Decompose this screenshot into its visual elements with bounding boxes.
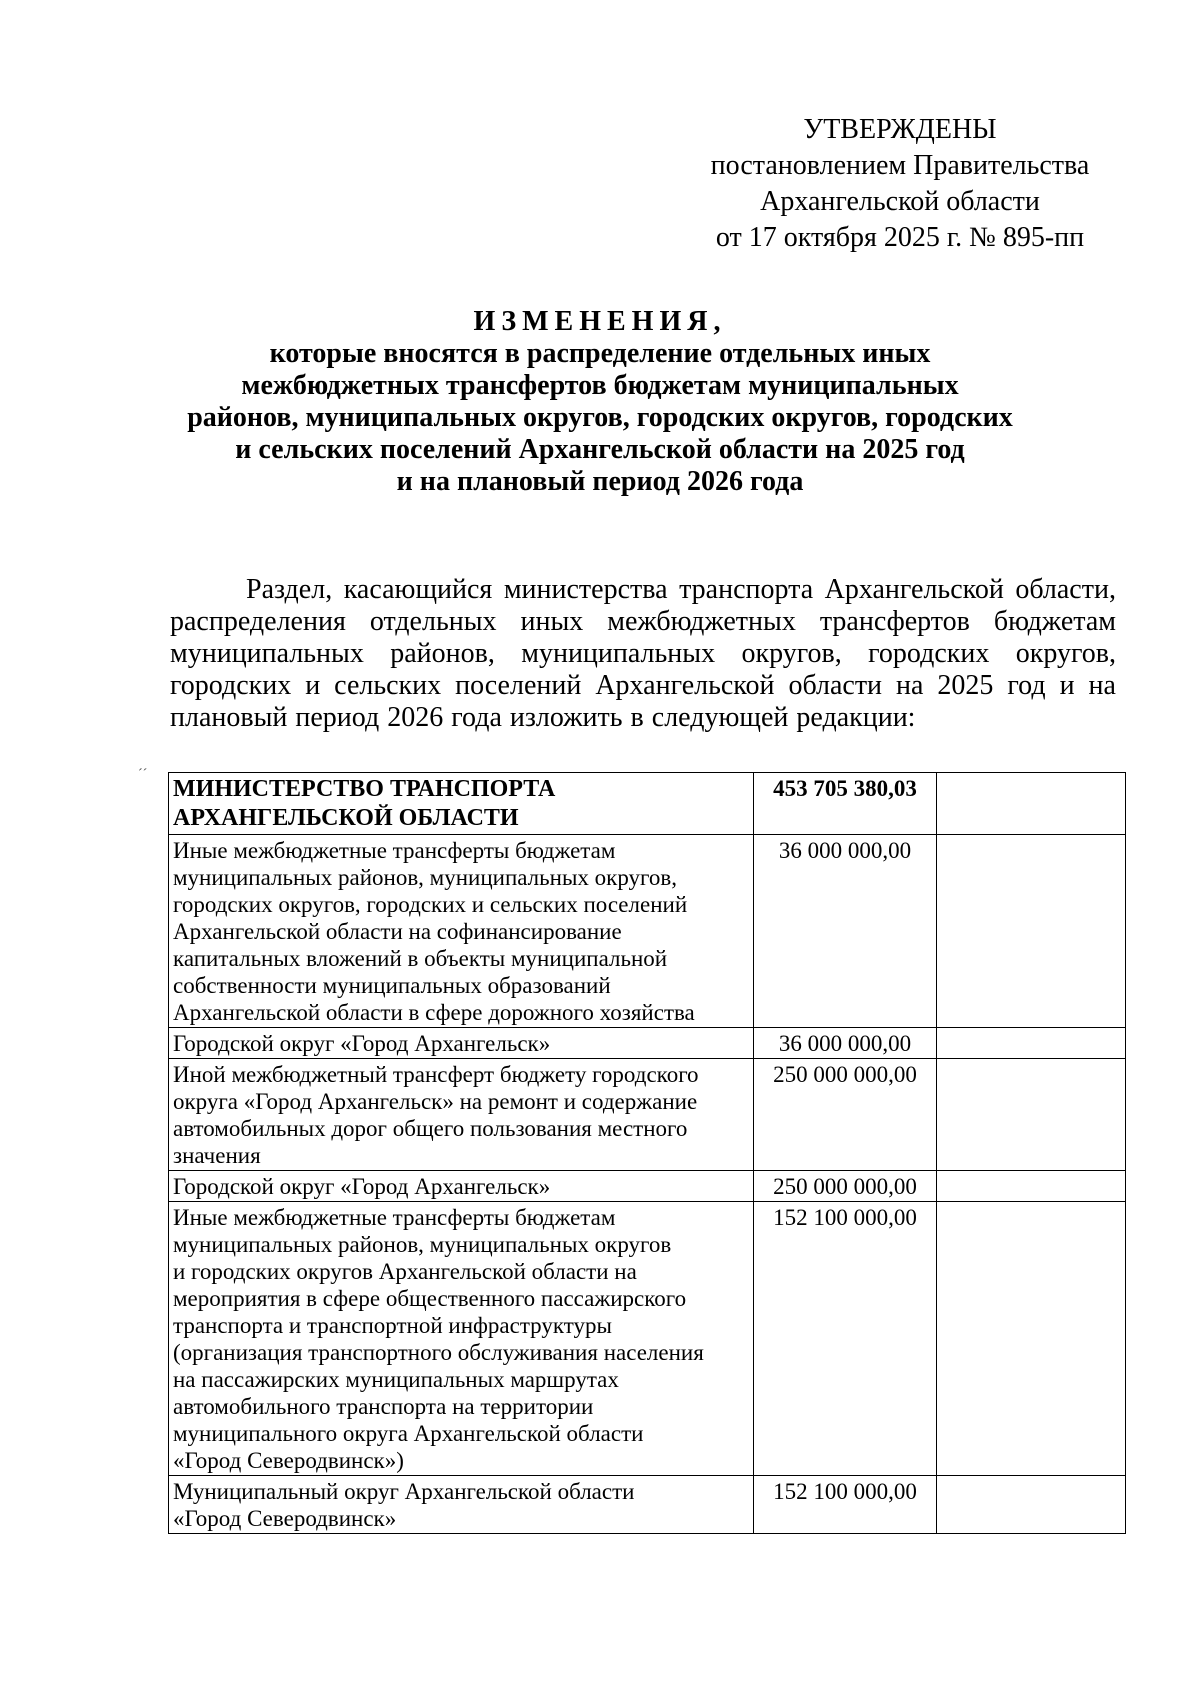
title-line: межбюджетных трансфертов бюджетам муниципальных	[241, 370, 959, 401]
row-empty-cell	[937, 1202, 1126, 1476]
description-line: Архангельской области на софинансирование	[173, 919, 622, 944]
intro-line: муниципальных районов, муниципальных округов, городских округов,	[170, 638, 1116, 669]
row-description	[169, 1202, 754, 1476]
description-line: транспорта и транспортной инфраструктуры	[173, 1313, 612, 1338]
description-line: (организация транспортного обслуживания населения	[173, 1340, 704, 1365]
transfers-table	[168, 772, 1126, 1534]
description-line: значения	[173, 1143, 261, 1168]
table-row	[169, 1171, 1126, 1202]
approval-heading: УТВЕРЖДЕНЫ	[803, 114, 997, 145]
row-description	[169, 1476, 754, 1534]
title-line: которые вносятся в распределение отдельных иных	[269, 338, 931, 369]
row-amount: 453 705 380,03	[754, 773, 937, 835]
description-line: Архангельской области в сфере дорожного хозяйства	[173, 1000, 695, 1025]
description-line: округа «Город Архангельск» на ремонт и содержание	[173, 1089, 698, 1114]
description-line: мероприятия в сфере общественного пассажирского	[173, 1286, 687, 1311]
description-line: Иной межбюджетный трансферт бюджету городского	[173, 1062, 699, 1087]
row-empty-cell	[937, 1028, 1126, 1059]
description-line: Муниципальный округ Архангельской области	[173, 1479, 635, 1504]
row-empty-cell	[937, 1476, 1126, 1534]
title-line: районов, муниципальных округов, городских округов, городских	[187, 402, 1013, 433]
title-line: и на плановый период 2026 года	[396, 466, 804, 497]
table-row	[169, 1059, 1126, 1171]
row-empty-cell	[937, 773, 1126, 835]
row-description	[169, 773, 754, 835]
approval-date: от 17 октября 2025 г. № 895-пп	[715, 222, 1085, 253]
intro-line: распределения отдельных иных межбюджетных трансфертов бюджетам	[170, 606, 1116, 637]
description-line: и городских округов Архангельской области на	[173, 1259, 637, 1284]
description-line: капитальных вложений в объекты муниципальной	[173, 946, 668, 971]
row-description	[169, 1059, 754, 1171]
approval-line: постановлением Правительства	[710, 150, 1090, 181]
row-amount: 36 000 000,00	[754, 1028, 937, 1059]
document-title	[150, 306, 1050, 498]
row-empty-cell	[937, 1059, 1126, 1171]
description-line: Городской округ «Город Архангельск»	[173, 1031, 551, 1056]
description-line: «Город Северодвинск»)	[173, 1448, 404, 1473]
intro-paragraph	[170, 574, 1116, 734]
row-empty-cell	[937, 835, 1126, 1028]
description-line: автомобильного транспорта на территории	[173, 1394, 594, 1419]
row-amount: 36 000 000,00	[754, 835, 937, 1028]
table-row	[169, 1476, 1126, 1534]
approval-line: Архангельской области	[760, 186, 1040, 217]
row-description	[169, 835, 754, 1028]
title-main: ИЗМЕНЕНИЯ,	[473, 306, 727, 337]
intro-line: плановый период 2026 года изложить в следующей редакции:	[170, 702, 916, 733]
table-row	[169, 1202, 1126, 1476]
row-description	[169, 1171, 754, 1202]
scan-mark: ´´	[138, 767, 148, 782]
description-line: МИНИСТЕРСТВО ТРАНСПОРТА	[173, 776, 556, 802]
approval-block	[700, 112, 1100, 256]
row-amount: 152 100 000,00	[754, 1476, 937, 1534]
description-line: муниципальных районов, муниципальных округов	[173, 1232, 672, 1257]
description-line: муниципальных районов, муниципальных округов,	[173, 865, 678, 890]
intro-line: Раздел, касающийся министерства транспорта Архангельской области,	[246, 574, 1116, 605]
description-line: автомобильных дорог общего пользования местного	[173, 1116, 688, 1141]
row-description	[169, 1028, 754, 1059]
description-line: Городской округ «Город Архангельск»	[173, 1174, 551, 1199]
row-amount: 152 100 000,00	[754, 1202, 937, 1476]
description-line: собственности муниципальных образований	[173, 973, 611, 998]
description-line: на пассажирских муниципальных маршрутах	[173, 1367, 619, 1392]
intro-line: городских и сельских поселений Архангельской области на 2025 год и на	[170, 670, 1116, 701]
table-row-ministry	[169, 773, 1126, 835]
row-amount: 250 000 000,00	[754, 1171, 937, 1202]
description-line: «Город Северодвинск»	[173, 1506, 397, 1531]
row-empty-cell	[937, 1171, 1126, 1202]
description-line: городских округов, городских и сельских поселений	[173, 892, 688, 917]
table-row	[169, 1028, 1126, 1059]
table-row	[169, 835, 1126, 1028]
description-line: Иные межбюджетные трансферты бюджетам	[173, 838, 616, 863]
row-amount: 250 000 000,00	[754, 1059, 937, 1171]
description-line: муниципального округа Архангельской области	[173, 1421, 644, 1446]
description-line: Иные межбюджетные трансферты бюджетам	[173, 1205, 616, 1230]
title-line: и сельских поселений Архангельской области на 2025 год	[235, 434, 965, 465]
description-line: АРХАНГЕЛЬСКОЙ ОБЛАСТИ	[173, 805, 519, 831]
